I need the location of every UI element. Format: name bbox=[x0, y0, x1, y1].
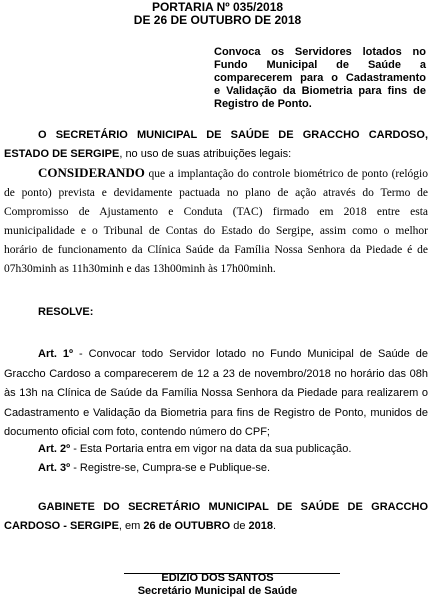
closing-paragraph bbox=[4, 498, 428, 536]
article-1-line: Graccho Cardoso a comparecerem de 12 a 23 de novembro/2018 no horário das 08h bbox=[4, 367, 428, 380]
considerando-line: Compromisso de Ajustamento e Conduta (TAC) firmado em 2018 entre esta bbox=[4, 206, 428, 218]
article-2-label: Art. 2º bbox=[38, 443, 71, 455]
signatory-role: Secretário Municipal de Saúde bbox=[137, 585, 298, 597]
authority-rest: , no uso de suas atribuições legais: bbox=[119, 148, 292, 160]
ordinance-title: PORTARIA Nº 035/2018 bbox=[151, 0, 284, 14]
considerando-lead: CONSIDERANDO bbox=[38, 165, 145, 180]
summary-line: Convoca os Servidores lotados no bbox=[214, 46, 426, 58]
summary-line: Fundo Municipal de Saúde a bbox=[214, 59, 426, 71]
considerando-line: 07h30minh as 11h30minh e das 13h00minh às 17h00minh. bbox=[4, 263, 276, 275]
article-3-label: Art. 3º bbox=[38, 462, 71, 474]
closing-text: . bbox=[273, 520, 277, 532]
summary-line: Registro de Ponto. bbox=[214, 98, 312, 110]
closing-line-2 bbox=[4, 517, 428, 536]
closing-year: 2018 bbox=[248, 520, 273, 532]
closing-location: CARDOSO - SERGIPE bbox=[4, 520, 119, 532]
preamble-paragraph bbox=[4, 126, 428, 164]
closing-line: GABINETE DO SECRETÁRIO MUNICIPAL DE SAÚDE DE GRACCHO bbox=[38, 501, 428, 513]
article-3-text: - Registre-se, Cumpra-se e Publique-se. bbox=[70, 462, 271, 474]
article-1-line: Cadastramento e Validação da Biometria para fins de Registro de Ponto, munidos de bbox=[4, 406, 428, 419]
article-2 bbox=[38, 440, 428, 459]
ordinance-date: DE 26 DE OUTUBRO DE 2018 bbox=[133, 13, 302, 27]
ordinance-summary bbox=[214, 46, 426, 111]
article-1-line: documento oficial com foto, contendo número do CPF; bbox=[4, 426, 270, 438]
state-name: ESTADO DE SERGIPE bbox=[4, 148, 120, 160]
authority-line-2 bbox=[4, 145, 428, 164]
article-3 bbox=[38, 459, 428, 478]
considerando-paragraph bbox=[4, 163, 428, 279]
considerando-line: municipalidade e o Tribunal de Contas do Estado do Sergipe, assim como o melhor bbox=[4, 225, 428, 237]
article-1-text: - Convocar todo Servidor lotado no Fundo Municipal de Saúde de bbox=[73, 348, 428, 360]
closing-text: , em bbox=[118, 520, 144, 532]
article-1-line: às 13h na Clínica de Saúde da Família Nossa Senhora da Piedade para realizarem o bbox=[4, 387, 428, 399]
article-1-label: Art. 1º bbox=[38, 348, 74, 360]
signatory-name: EDIZIO DOS SANTOS bbox=[161, 572, 274, 584]
closing-text: de bbox=[230, 520, 249, 532]
resolve-heading: RESOLVE: bbox=[38, 306, 94, 318]
considerando-text: que a implantação do controle biométrico de ponto (relógio bbox=[144, 168, 428, 180]
summary-line: comparecerem para o Cadastramento bbox=[214, 72, 426, 84]
summary-line: e Validação da Biometria para fins de bbox=[214, 85, 426, 97]
article-1 bbox=[4, 345, 428, 443]
article-1-line bbox=[4, 345, 428, 365]
considerando-line bbox=[4, 163, 428, 184]
authority-line: O SECRETÁRIO MUNICIPAL DE SAÚDE DE GRACCHO CARDOSO, bbox=[38, 129, 428, 141]
article-2-text: - Esta Portaria entra em vigor na data da sua publicação. bbox=[70, 443, 352, 455]
considerando-line: de ponto) prevista e devidamente pactuada no plano de ação através do Termo de bbox=[4, 187, 428, 199]
considerando-line: horário de funcionamento da Clínica Saúde da Família Nossa Senhora da Piedade é de bbox=[4, 244, 428, 256]
closing-date: 26 de OUTUBRO bbox=[143, 520, 231, 532]
